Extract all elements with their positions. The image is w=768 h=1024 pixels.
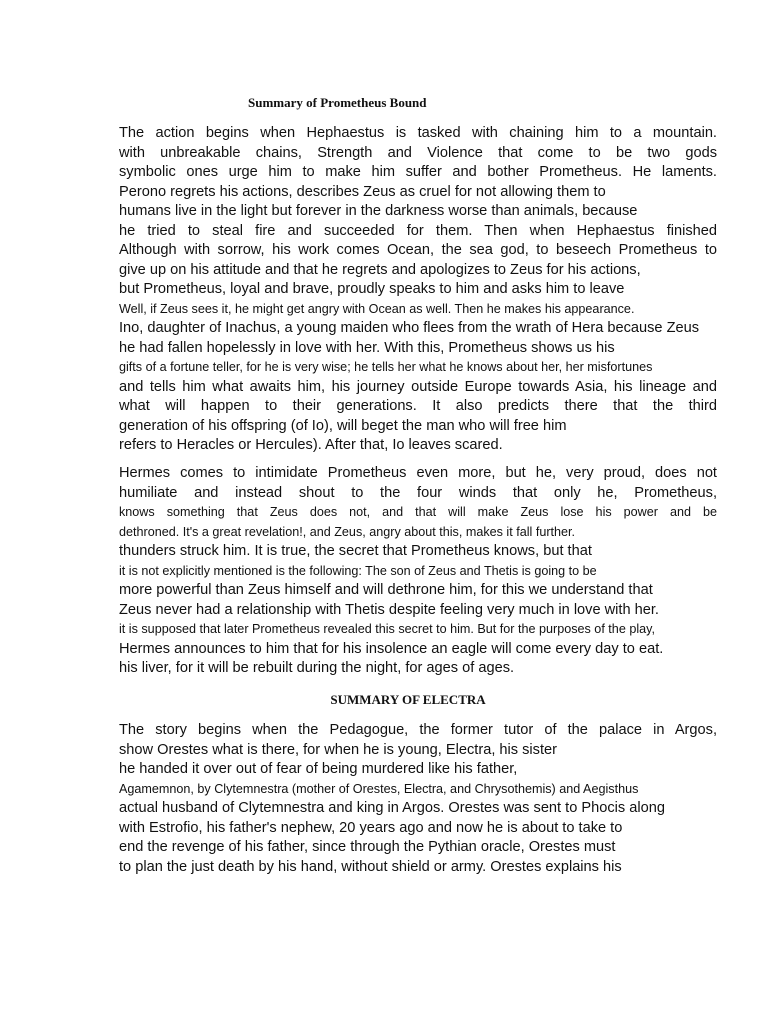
- text-line: Although with sorrow, his work comes Ocean, the sea god, to beseech Prometheus to: [119, 242, 717, 258]
- text-line: Ino, daughter of Inachus, a young maiden who flees from the wrath of Hera because Zeus: [119, 320, 700, 336]
- text-line: what will happen to their generations. It also predicts there that the third: [119, 398, 717, 414]
- text-line: he handed it over out of fear of being murdered like his father,: [119, 761, 518, 777]
- text-line: humans live in the light but forever in the darkness worse than animals, because: [119, 203, 638, 219]
- electra-title: SUMMARY OF ELECTRA: [330, 692, 486, 707]
- text-line: symbolic ones urge him to make him suffer and bother Prometheus. He laments.: [119, 164, 717, 180]
- text-line: it is not explicitly mentioned is the following: The son of Zeus and Thetis is going to be: [119, 563, 597, 578]
- text-line: Well, if Zeus sees it, he might get angry with Ocean as well. Then he makes his appearance.: [119, 301, 635, 316]
- text-line: end the revenge of his father, since through the Pythian oracle, Orestes must: [119, 839, 616, 855]
- text-line: to plan the just death by his hand, without shield or army. Orestes explains his: [119, 858, 622, 875]
- prometheus-title: Summary of Prometheus Bound: [248, 95, 427, 110]
- text-line: Hermes announces to him that for his insolence an eagle will come every day to eat.: [119, 640, 664, 657]
- text-line: gifts of a fortune teller, for he is very wise; he tells her what he knows about her, her misfortunes: [119, 360, 653, 374]
- text-line: with unbreakable chains, Strength and Violence that come to be two gods: [119, 144, 717, 161]
- electra-paragraph-1: [119, 721, 717, 877]
- text-line: and tells him what awaits him, his journey outside Europe towards Asia, his lineage and: [119, 378, 717, 395]
- text-line: Hermes comes to intimidate Prometheus even more, but he, very proud, does not: [119, 465, 717, 481]
- text-line: actual husband of Clytemnestra and king in Argos. Orestes was sent to Phocis along: [119, 800, 665, 816]
- text-line: with Estrofio, his father's nephew, 20 years ago and now he is about to take to: [119, 819, 623, 836]
- text-line: knows something that Zeus does not, and that will make Zeus lose his power and be: [119, 505, 717, 519]
- text-line: humiliate and instead shout to the four winds that only he, Prometheus,: [119, 484, 717, 501]
- text-line: his liver, for it will be rebuilt during the night, for ages of ages.: [119, 660, 515, 676]
- text-line: Perono regrets his actions, describes Zeus as cruel for not allowing them to: [119, 183, 606, 200]
- text-line: it is supposed that later Prometheus revealed this secret to him. But for the purposes of the play,: [119, 622, 655, 636]
- text-line: thunders struck him. It is true, the secret that Prometheus knows, but that: [119, 543, 592, 559]
- text-line: but Prometheus, loyal and brave, proudly speaks to him and asks him to leave: [119, 281, 625, 297]
- prometheus-paragraph-1: [119, 124, 717, 456]
- text-line: more powerful than Zeus himself and will dethrone him, for this we understand that: [119, 582, 653, 598]
- text-line: generation of his offspring (of Io), will beget the man who will free him: [119, 417, 567, 434]
- text-line: refers to Heracles or Hercules). After that, Io leaves scared.: [119, 437, 503, 453]
- text-line: The story begins when the Pedagogue, the former tutor of the palace in Argos,: [119, 722, 717, 738]
- text-line: give up on his attitude and that he regrets and apologizes to Zeus for his actions,: [119, 261, 641, 278]
- text-line: The action begins when Hephaestus is tasked with chaining him to a mountain.: [119, 125, 717, 141]
- text-line: he had fallen hopelessly in love with her. With this, Prometheus shows us his: [119, 339, 615, 356]
- prometheus-paragraph-2: [119, 464, 717, 679]
- text-line: he tried to steal fire and succeeded for them. Then when Hephaestus finished: [119, 222, 717, 239]
- text-line: Agamemnon, by Clytemnestra (mother of Orestes, Electra, and Chrysothemis) and Aegisthus: [119, 781, 639, 796]
- text-line: dethroned. It's a great revelation!, and Zeus, angry about this, makes it fall further.: [119, 524, 576, 539]
- text-line: show Orestes what is there, for when he is young, Electra, his sister: [119, 741, 558, 758]
- text-line: Zeus never had a relationship with Thetis despite feeling very much in love with her.: [119, 601, 659, 618]
